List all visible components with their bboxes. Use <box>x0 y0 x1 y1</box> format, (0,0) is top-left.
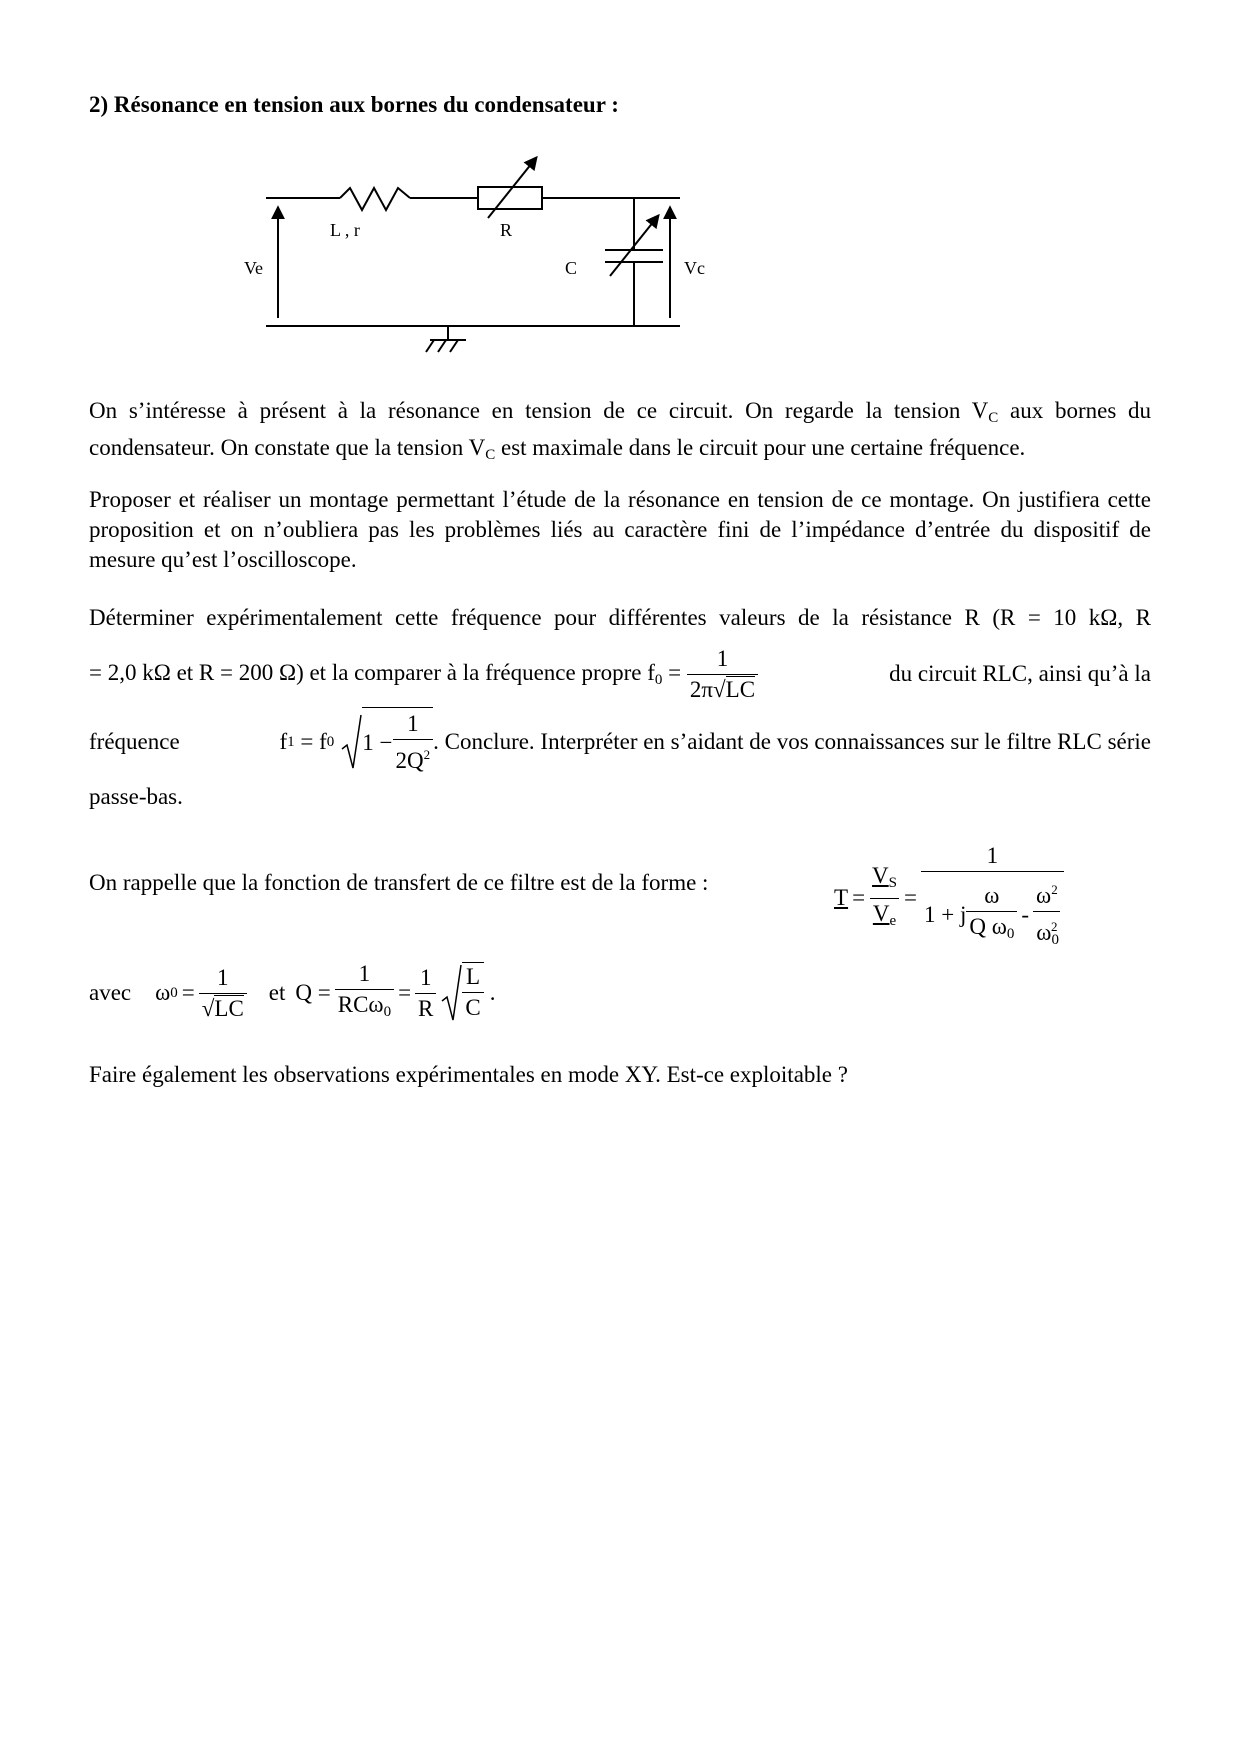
capacitor-label: C <box>565 258 578 278</box>
paragraph-intro: On s’intéresse à présent à la résonance en tension de ce circuit. On regarde la tension $V_C$ aux bornes du condensateur. On constate que la tension $V_C$ est maximale dans le circuit pour une certaine fréquence. <box>89 398 1151 463</box>
paragraph-frequency-line4: passe-bas. <box>89 784 183 809</box>
f1-formula: f 1 = f 0 1 − $\frac{1}{2Q^2}$ . Conclure. Interpréter en s’aidant de vos connaissances sur le filtre RLC série <box>279 709 1151 775</box>
section-heading: 2) Résonance en tension aux bornes du condensateur : <box>89 92 619 117</box>
ve-label: Ve <box>244 258 263 278</box>
transfer-intro-text: On rappelle que la fonction de transfert de ce filtre est de la forme : <box>89 870 709 895</box>
paragraph-xy-mode: Faire également les observations expérimentales en mode XY. Est-ce exploitable ? <box>89 1062 848 1087</box>
sqrt-symbol: √ <box>713 676 726 702</box>
inductor-label: L , r <box>330 220 360 240</box>
paragraph-frequency-line1: Déterminer expérimentalement cette fréquence pour différentes valeurs de la résistance R (R = 10 kΩ, R <box>89 605 1151 630</box>
transfer-function-formula: T = $\frac{V_S}{V_e}$ = 1 1 + j $\frac{\omega}{Q \omega_0}$ - $\frac{\omega^2}{\omega_0^2}$ <box>834 848 1064 948</box>
q-fraction-1: $\frac{1}{RC\omega_0}$ <box>335 960 394 1026</box>
paragraph-frequency-line2: = 2,0 kΩ et R = 200 Ω) et la comparer à la fréquence propre $f_0$ = $\frac{1}{2\pi√LC}$ du circuit RLC, ainsi qu’à la <box>89 645 1151 702</box>
sqrt-radical <box>340 713 362 771</box>
sqrt-l-over-c: $\frac{L}{C}$ <box>462 962 483 1022</box>
vs-over-ve: $\frac{V_S}{V_e}$ <box>869 862 900 935</box>
sqrt-radical <box>440 963 462 1023</box>
paragraph-montage: Proposer et réaliser un montage permettant l’étude de la résonance en tension de ce montage. On justifiera cette proposition et on n’oubliera pas les problèmes liés au caractère fini de l’impédance d’entrée du dispositif de mesure qu’est l’oscilloscope. <box>89 487 1151 572</box>
f1-inner-fraction: $\frac{1}{2Q^2}$ <box>393 710 434 775</box>
inductor-zigzag <box>340 188 410 210</box>
transfer-main-fraction: 1 1 + j $\frac{\omega}{Q \omega_0}$ - $\frac{\omega^2}{\omega_0^2}$ <box>921 842 1064 954</box>
vc-label: Vc <box>684 258 705 278</box>
resistor-label: R <box>500 220 513 240</box>
sqrt-symbol: √ <box>201 995 215 1021</box>
rlc-circuit-diagram <box>230 150 710 360</box>
definitions-line: avec ω 0 = $\frac{1}{√LC}$ et Q = $\frac{1}{RC\omega_0}$ = $\frac{1}{R}$ $\frac{L}{C}$ . <box>89 958 495 1028</box>
paragraph-frequency-line3: fréquence f 1 = f 0 1 − $\frac{1}{2Q^2}$ . Conclure. Interpréter en s’aidant de vos connaissances sur le filtre RLC série <box>89 712 1151 772</box>
omega0-fraction: $\frac{1}{√LC}$ <box>199 964 247 1023</box>
q-fraction-2: $\frac{1}{R}$ <box>415 964 436 1023</box>
f0-fraction: $\frac{1}{2\pi√LC}$ <box>687 645 758 704</box>
